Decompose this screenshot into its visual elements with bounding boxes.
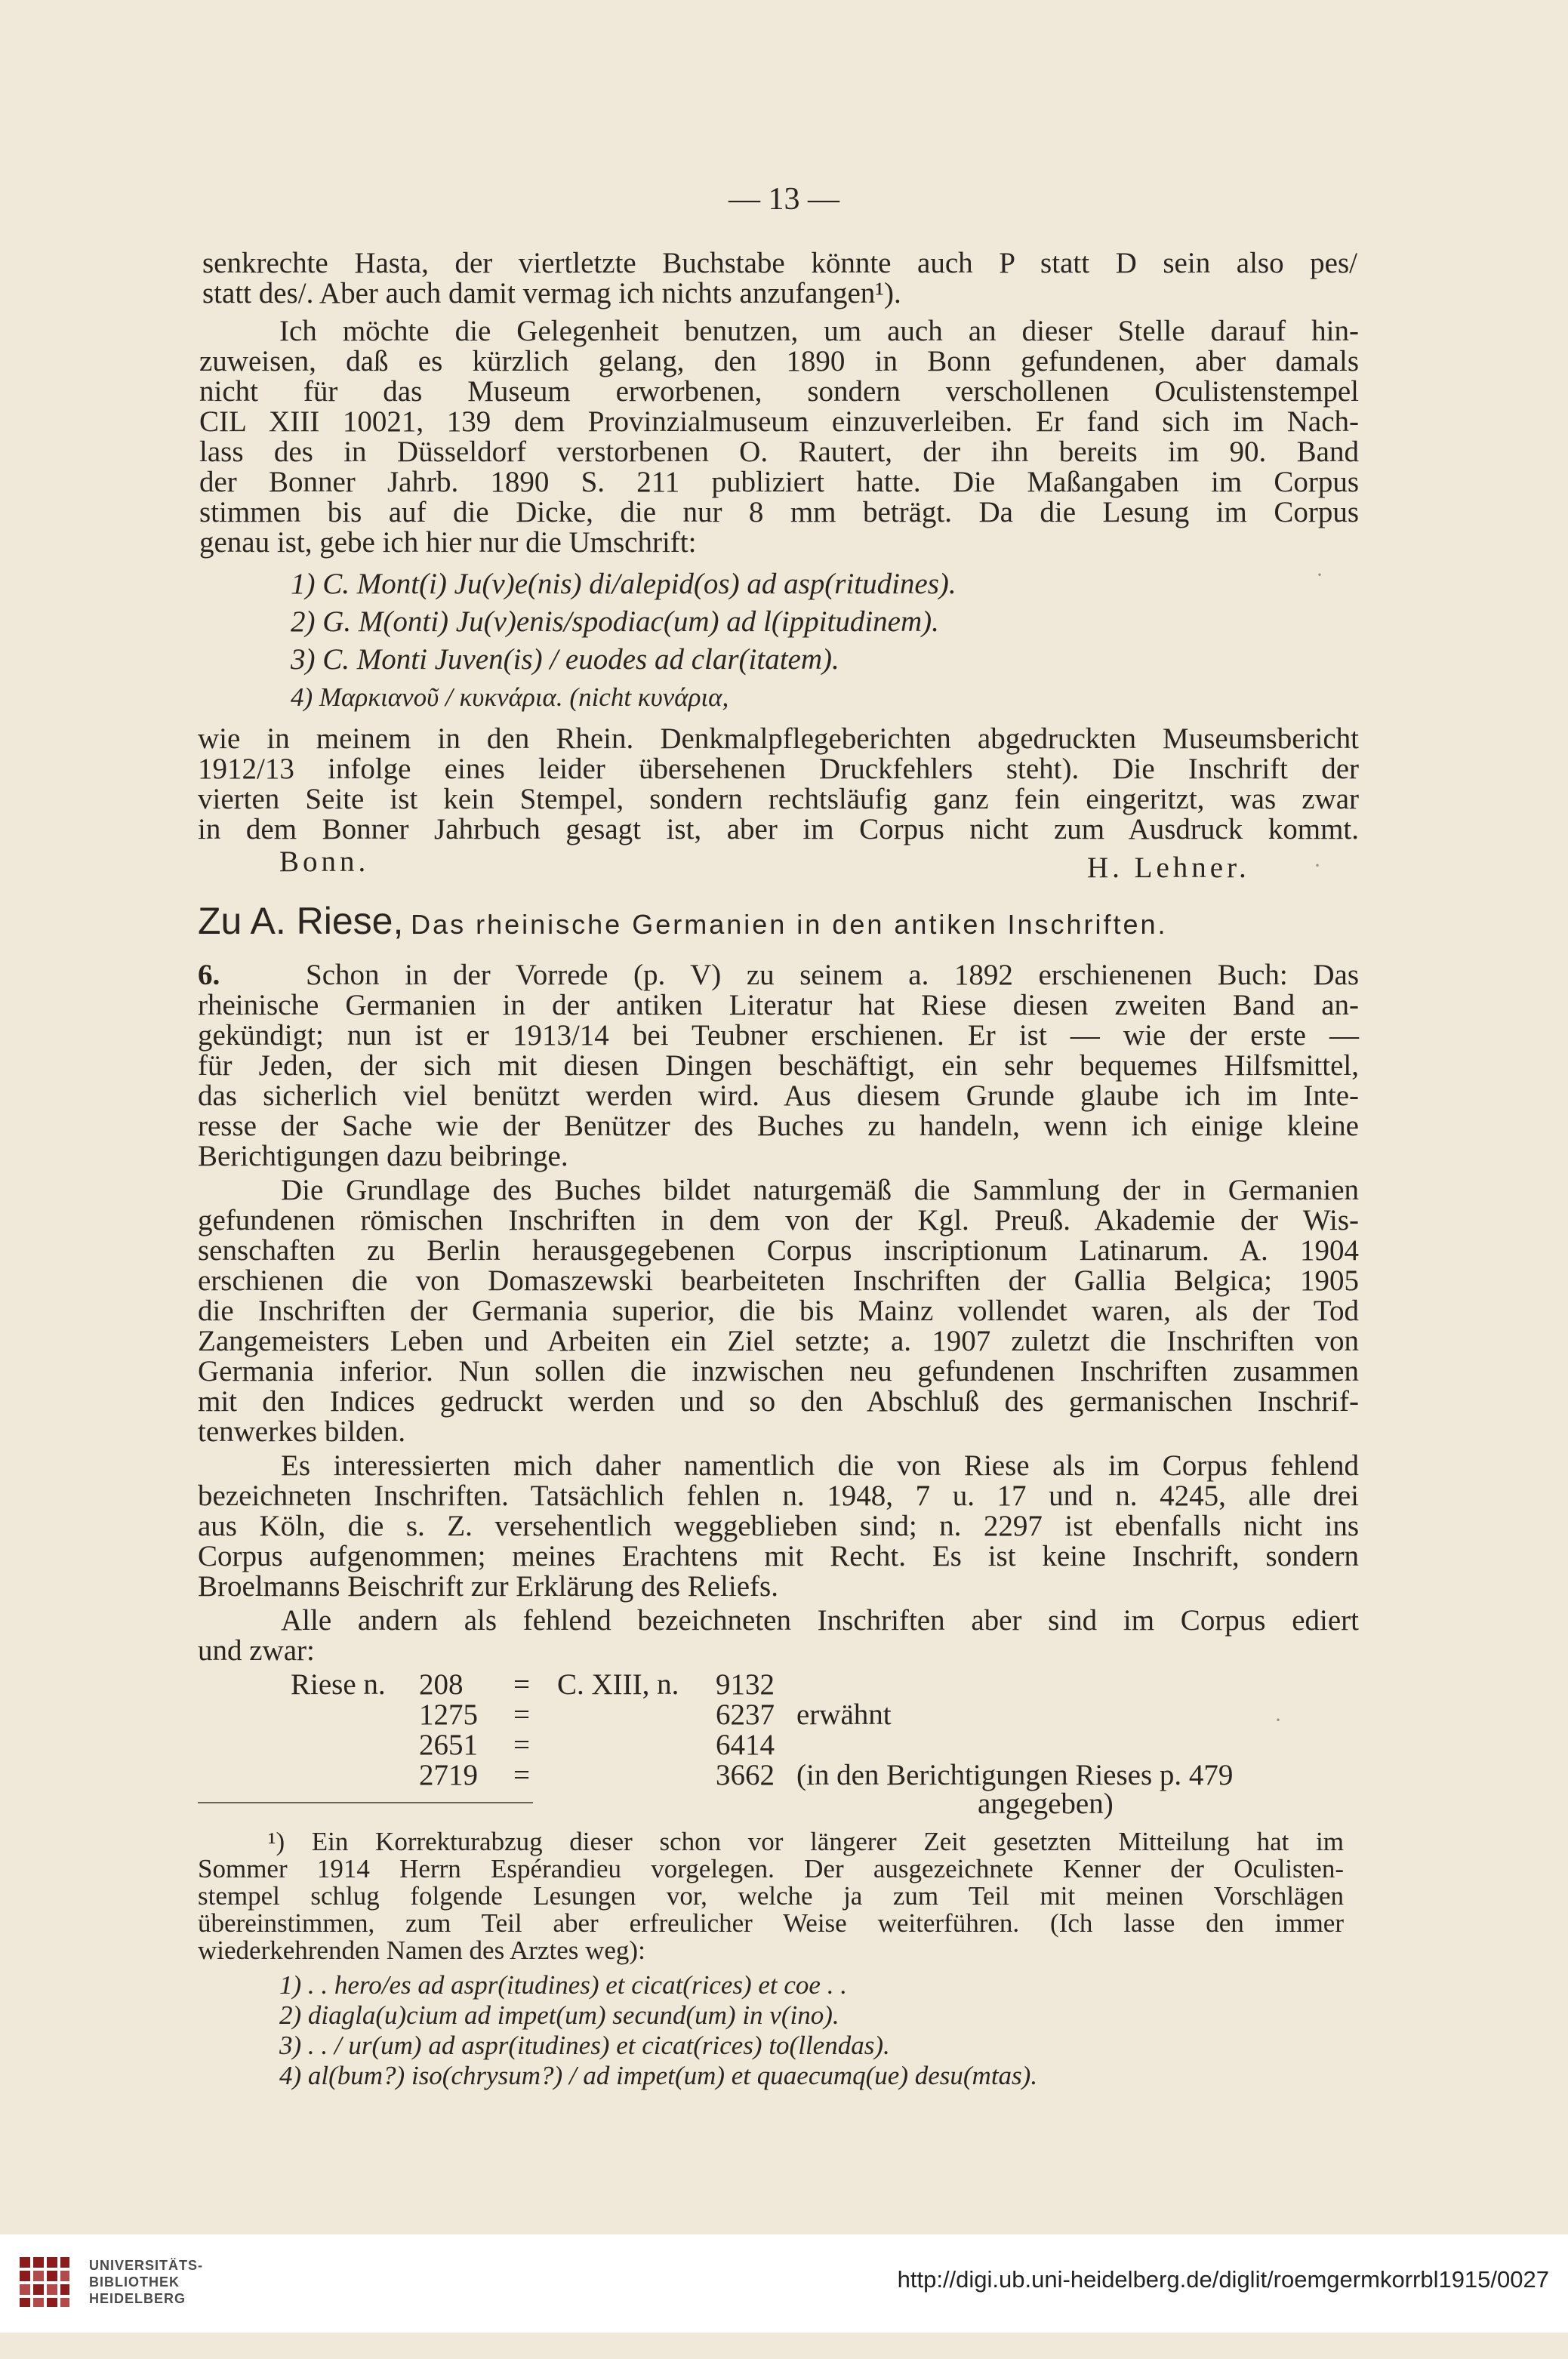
text-line: und zwar: <box>198 1634 315 1667</box>
signature-author: H. Lehner. <box>1087 852 1250 884</box>
text-line: resse der Sache wie der Benützer des Buches zu handeln, wenn ich einige kleine <box>198 1110 1359 1142</box>
library-name-line: BIBLIOTHEK <box>89 2274 180 2290</box>
margin-dot: · <box>1314 853 1321 878</box>
footnote-line: Sommer 1914 Herrn Espérandieu vorgelegen. Der ausgezeichnete Kenner der Oculisten- <box>198 1854 1344 1883</box>
riese-number: 208 <box>419 1668 464 1701</box>
page-number: — 13 — <box>729 182 839 217</box>
corpus-number: 6237 <box>716 1698 775 1731</box>
text-line: 1912/13 infolge eines leider übersehenen Druckfehlers steht). Die Inschrift der <box>198 753 1359 785</box>
text-line: Alle andern als fehlend bezeichneten Inschriften aber sind im Corpus ediert <box>281 1604 1359 1637</box>
text-line: wie in meinem in den Rhein. Denkmalpflegeberichten abgedruckten Museumsbericht <box>198 722 1359 755</box>
text-line: das sicherlich viel benützt werden wird. Aus diesem Grunde glaube ich im Inte- <box>198 1079 1359 1112</box>
heading-title: Zu A. Riese, <box>198 900 404 942</box>
text-line: tenwerkes bilden. <box>198 1415 406 1448</box>
text-line: Schon in der Vorrede (p. V) zu seinem a. 1892 erschienenen Buch: Das <box>306 959 1359 991</box>
text-line: senschaften zu Berlin herausgegebenen Corpus inscriptionum Latinarum. A. 1904 <box>198 1234 1359 1267</box>
corpus-number: 9132 <box>716 1668 775 1701</box>
concordance-note-continuation: angegeben) <box>978 1788 1114 1820</box>
stamp-reading: 3) C. Monti Juven(is) / euodes ad clar(itatem). <box>291 643 839 676</box>
corpus-number: 3662 <box>716 1759 775 1791</box>
riese-number: 2719 <box>419 1759 478 1791</box>
stamp-reading: 4) Μαρκιανοῦ / κυκνάρια. (nicht κυνάρια, <box>291 682 729 712</box>
text-line: rheinische Germanien in der antiken Literatur hat Riese diesen zweiten Band an- <box>198 989 1359 1021</box>
text-line: die Inschriften der Germania superior, die bis Mainz vollendet waren, als der Tod <box>198 1295 1359 1327</box>
corpus-label: C. XIII, n. <box>557 1668 679 1701</box>
text-line: statt des/. Aber auch damit vermag ich nichts anzufangen¹). <box>202 277 901 310</box>
signature-place: Bonn. <box>279 845 370 878</box>
text-line: Die Grundlage des Buches bildet naturgemäß die Sammlung der in Germanien <box>281 1174 1359 1206</box>
text-line: lass des in Düsseldorf verstorbenen O. Rautert, der ihn bereits im 90. Band <box>199 436 1359 468</box>
library-name-line: HEIDELBERG <box>89 2291 186 2306</box>
text-line: für Jeden, der sich mit diesen Dingen beschäftigt, ein sehr bequemes Hilfsmittel, <box>198 1049 1359 1082</box>
section-number: 6. <box>198 959 220 991</box>
text-line: Ich möchte die Gelegenheit benutzen, um auch an dieser Stelle darauf hin- <box>279 315 1359 347</box>
text-line: der Bonner Jahrb. 1890 S. 211 publiziert hatte. Die Maßangaben im Corpus <box>199 466 1359 498</box>
equals-sign: = <box>513 1729 530 1761</box>
text-line: aus Köln, die s. Z. versehentlich weggeblieben sind; n. 2297 ist ebenfalls nicht ins <box>198 1510 1359 1542</box>
text-line: stimmen bis auf die Dicke, die nur 8 mm beträgt. Da die Lesung im Corpus <box>199 496 1359 528</box>
margin-dot: · <box>1316 562 1323 587</box>
text-line: erschienen die von Domaszewski bearbeiteten Inschriften der Gallia Belgica; 1905 <box>198 1264 1359 1297</box>
stamp-reading: 1) C. Mont(i) Ju(v)e(nis) di/alepid(os) ad asp(ritudines). <box>291 568 957 600</box>
text-line: in dem Bonner Jahrbuch gesagt ist, aber im Corpus nicht zum Ausdruck kommt. <box>198 813 1359 845</box>
text-line: zuweisen, daß es kürzlich gelang, den 1890 in Bonn gefundenen, aber damals <box>199 345 1359 377</box>
equals-sign: = <box>513 1759 530 1791</box>
text-line: gefundenen römischen Inschriften in dem von der Kgl. Preuß. Akademie der Wis- <box>198 1204 1359 1236</box>
text-line: CIL XIII 10021, 139 dem Provinzialmuseum einzuverleiben. Er fand sich im Nach- <box>199 405 1359 438</box>
footnote-reading: 2) diagla(u)cium ad impet(um) secund(um) in v(ino). <box>279 2000 839 2030</box>
text-line: vierten Seite ist kein Stempel, sondern rechtsläufig ganz fein eingeritzt, was zwar <box>198 783 1359 815</box>
margin-dot: · <box>1274 1708 1282 1732</box>
text-line: Zangemeisters Leben und Arbeiten ein Ziel setzte; a. 1907 zuletzt die Inschriften von <box>198 1325 1359 1357</box>
text-line: Germania inferior. Nun sollen die inzwischen neu gefundenen Inschriften zusammen <box>198 1355 1359 1387</box>
footnote-line: stempel schlug folgende Lesungen vor, welche ja zum Teil mit meinen Vorschlägen <box>198 1881 1344 1911</box>
footnote-line: übereinstimmen, zum Teil aber erfreulicher Weise weiterführen. (Ich lasse den immer <box>198 1908 1344 1938</box>
corpus-number: 6414 <box>716 1729 775 1761</box>
riese-number: 1275 <box>419 1698 478 1731</box>
section-heading <box>198 898 1168 947</box>
equals-sign: = <box>513 1668 530 1701</box>
text-line: gekündigt; nun ist er 1913/14 bei Teubner erschienen. Er ist — wie der erste — <box>198 1019 1359 1052</box>
concordance-note: erwähnt <box>796 1698 892 1731</box>
stamp-reading: 2) G. M(onti) Ju(v)enis/spodiac(um) ad l(ippitudinem). <box>291 605 939 638</box>
concordance-label: Riese n. <box>291 1668 386 1701</box>
text-line: genau ist, gebe ich hier nur die Umschrift: <box>199 526 697 559</box>
footnote-reading: 3) . . / ur(um) ad aspr(itudines) et cicat(rices) to(llendas). <box>279 2031 890 2060</box>
text-line: mit den Indices gedruckt werden und so den Abschluß des germanischen Inschrif- <box>198 1385 1359 1418</box>
text-line: Broelmanns Beischrift zur Erklärung des Reliefs. <box>198 1570 778 1603</box>
text-line: bezeichneten Inschriften. Tatsächlich fehlen n. 1948, 7 u. 17 und n. 4245, alle drei <box>198 1480 1359 1512</box>
equals-sign: = <box>513 1698 530 1731</box>
text-line: senkrechte Hasta, der viertletzte Buchstabe könnte auch P statt D sein also pes/ <box>202 247 1357 279</box>
university-library-logo-icon <box>17 2254 72 2310</box>
text-line: Corpus aufgenommen; meines Erachtens mit Recht. Es ist keine Inschrift, sondern <box>198 1540 1359 1572</box>
riese-number: 2651 <box>419 1729 478 1761</box>
source-url-link[interactable]: http://digi.ub.uni-heidelberg.de/diglit/roemgermkorrbl1915/0027 <box>897 2266 1549 2293</box>
footnote-separator <box>198 1802 533 1803</box>
text-line: Es interessierten mich daher namentlich die von Riese als im Corpus fehlend <box>281 1449 1359 1482</box>
library-name-line: UNIVERSITÄTS- <box>89 2258 204 2273</box>
text-line: Berichtigungen dazu beibringe. <box>198 1140 568 1172</box>
footnote-line: ¹) Ein Korrekturabzug dieser schon vor längerer Zeit gesetzten Mitteilung hat im <box>268 1827 1344 1856</box>
footnote-reading: 1) . . hero/es ad aspr(itudines) et cicat(rices) et coe . . <box>279 1970 847 2000</box>
text-line: nicht für das Museum erworbenen, sondern verschollenen Oculistenstempel <box>199 375 1359 408</box>
concordance-note: (in den Berichtigungen Rieses p. 479 <box>796 1759 1234 1791</box>
footnote-reading: 4) al(bum?) iso(chrysum?) / ad impet(um) et quaecumq(ue) desu(mtas). <box>279 2061 1038 2090</box>
heading-subtitle: Das rheinische Germanien in den antiken Inschriften. <box>411 909 1168 940</box>
library-name <box>89 2257 203 2307</box>
footnote-line: wiederkehrenden Namen des Arztes weg): <box>198 1936 645 1965</box>
